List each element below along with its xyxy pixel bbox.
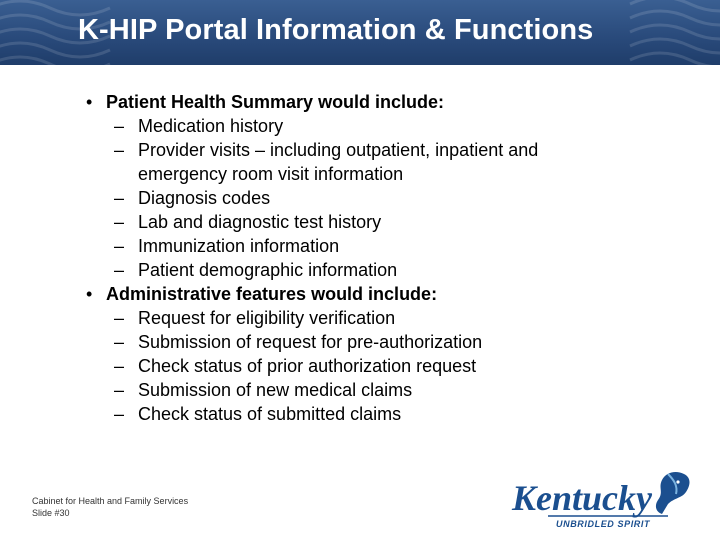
bullet-icon: • bbox=[86, 284, 93, 304]
dash-icon: – bbox=[114, 116, 125, 136]
list-item-text: Patient demographic information bbox=[138, 260, 398, 280]
list-item bbox=[0, 306, 598, 330]
list-item-text: Check status of prior authorization request bbox=[138, 356, 477, 376]
logo-wordmark: Kentucky bbox=[512, 478, 652, 518]
dash-icon: – bbox=[114, 236, 125, 256]
list-item-text: Diagnosis codes bbox=[138, 188, 271, 208]
list-item-text: Medication history bbox=[138, 116, 284, 136]
horse-eye-icon bbox=[676, 480, 679, 483]
dash-icon: – bbox=[114, 332, 125, 352]
list-item bbox=[0, 138, 598, 186]
list-item bbox=[0, 186, 598, 210]
dash-icon: – bbox=[114, 260, 125, 280]
list-item bbox=[0, 402, 598, 426]
slide-title: K-HIP Portal Information & Functions bbox=[78, 14, 594, 46]
list-item bbox=[0, 330, 598, 354]
list-item bbox=[0, 234, 598, 258]
dash-icon: – bbox=[114, 308, 125, 328]
kentucky-logo bbox=[508, 468, 708, 532]
list-item-text: Provider visits – including outpatient, inpatient and emergency room visit information bbox=[138, 140, 539, 184]
list-item-text: Request for eligibility verification bbox=[138, 308, 396, 328]
list-item bbox=[0, 114, 598, 138]
dash-icon: – bbox=[114, 404, 125, 424]
dash-icon: – bbox=[114, 140, 125, 160]
section-heading bbox=[0, 90, 720, 114]
list-item bbox=[0, 258, 598, 282]
section-heading-text: Administrative features would include: bbox=[106, 284, 438, 304]
bullet-icon: • bbox=[86, 92, 93, 112]
list-item bbox=[0, 378, 598, 402]
list-item bbox=[0, 210, 598, 234]
dash-icon: – bbox=[114, 188, 125, 208]
dash-icon: – bbox=[114, 356, 125, 376]
list-item-text: Lab and diagnostic test history bbox=[138, 212, 382, 232]
list-item-text: Submission of request for pre-authorization bbox=[138, 332, 483, 352]
slide-footer bbox=[32, 495, 188, 519]
slide-number: Slide #30 bbox=[32, 508, 70, 518]
logo-tagline: UNBRIDLED SPIRIT bbox=[556, 519, 651, 529]
dash-icon: – bbox=[114, 212, 125, 232]
dash-icon: – bbox=[114, 380, 125, 400]
section-heading bbox=[0, 282, 720, 306]
title-bar bbox=[0, 0, 720, 65]
list-item-text: Submission of new medical claims bbox=[138, 380, 413, 400]
section-heading-text: Patient Health Summary would include: bbox=[106, 92, 445, 112]
list-item bbox=[0, 354, 598, 378]
list-item-text: Immunization information bbox=[138, 236, 340, 256]
slide-body bbox=[0, 90, 720, 426]
list-item-text: Check status of submitted claims bbox=[138, 404, 402, 424]
footer-org: Cabinet for Health and Family Services bbox=[32, 496, 189, 506]
